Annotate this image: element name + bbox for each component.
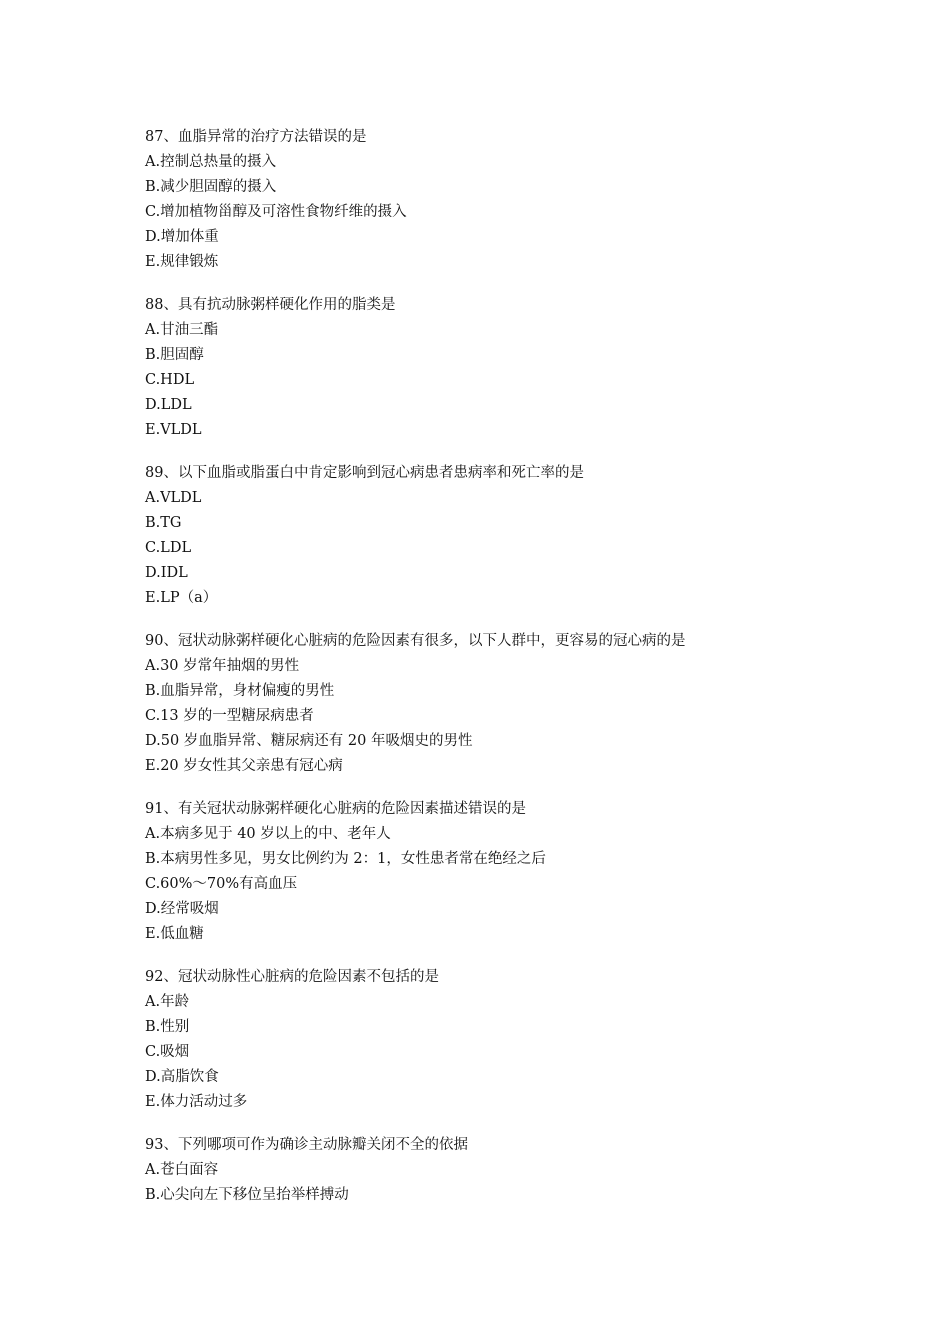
question-90 <box>145 629 905 779</box>
question-87 <box>145 125 905 275</box>
option-b: B.性别 <box>145 1019 190 1035</box>
option-d: D.LDL <box>145 397 192 413</box>
question-title: 90、冠状动脉粥样硬化心脏病的危险因素有很多，以下人群中，更容易的冠心病的是 <box>145 633 686 649</box>
option-d: D.高脂饮食 <box>145 1069 219 1085</box>
option-b: B.TG <box>145 515 182 531</box>
question-88 <box>145 293 905 443</box>
option-b: B.胆固醇 <box>145 347 204 363</box>
document-page <box>145 125 905 1226</box>
option-e: E.20 岁女性其父亲患有冠心病 <box>145 758 343 774</box>
question-title: 92、冠状动脉性心脏病的危险因素不包括的是 <box>145 969 439 985</box>
option-a: A.年龄 <box>145 994 190 1010</box>
option-a: A.苍白面容 <box>145 1162 219 1178</box>
question-title: 88、具有抗动脉粥样硬化作用的脂类是 <box>145 297 396 313</box>
option-e: E.低血糖 <box>145 926 204 942</box>
option-b: B.血脂异常，身材偏瘦的男性 <box>145 683 335 699</box>
option-a: A.本病多见于 40 岁以上的中、老年人 <box>145 826 391 842</box>
option-c: C.增加植物甾醇及可溶性食物纤维的摄入 <box>145 204 407 220</box>
option-c: C.HDL <box>145 372 195 388</box>
option-d: D.增加体重 <box>145 229 219 245</box>
option-c: C.13 岁的一型糖尿病患者 <box>145 708 314 724</box>
option-d: D.经常吸烟 <box>145 901 219 917</box>
question-93 <box>145 1133 905 1208</box>
question-92 <box>145 965 905 1115</box>
question-title: 89、以下血脂或脂蛋白中肯定影响到冠心病患者患病率和死亡率的是 <box>145 465 584 481</box>
option-a: A.控制总热量的摄入 <box>145 154 277 170</box>
question-title: 87、血脂异常的治疗方法错误的是 <box>145 129 367 145</box>
option-e: E.规律锻炼 <box>145 254 219 270</box>
question-91 <box>145 797 905 947</box>
question-title: 93、下列哪项可作为确诊主动脉瓣关闭不全的依据 <box>145 1137 468 1153</box>
question-title: 91、有关冠状动脉粥样硬化心脏病的危险因素描述错误的是 <box>145 801 526 817</box>
option-c: C.吸烟 <box>145 1044 190 1060</box>
option-e: E.LP（a） <box>145 590 218 606</box>
option-a: A.VLDL <box>145 490 202 506</box>
option-e: E.VLDL <box>145 422 202 438</box>
option-c: C.LDL <box>145 540 192 556</box>
option-d: D.50 岁血脂异常、糖尿病还有 20 年吸烟史的男性 <box>145 733 473 749</box>
option-d: D.IDL <box>145 565 188 581</box>
option-b: B.本病男性多见，男女比例约为 2：1，女性患者常在绝经之后 <box>145 851 546 867</box>
option-b: B.减少胆固醇的摄入 <box>145 179 277 195</box>
option-e: E.体力活动过多 <box>145 1094 248 1110</box>
option-c: C.60%～70%有高血压 <box>145 876 298 892</box>
question-89 <box>145 461 905 611</box>
option-a: A.30 岁常年抽烟的男性 <box>145 658 300 674</box>
option-b: B.心尖向左下移位呈抬举样搏动 <box>145 1187 349 1203</box>
option-a: A.甘油三酯 <box>145 322 219 338</box>
